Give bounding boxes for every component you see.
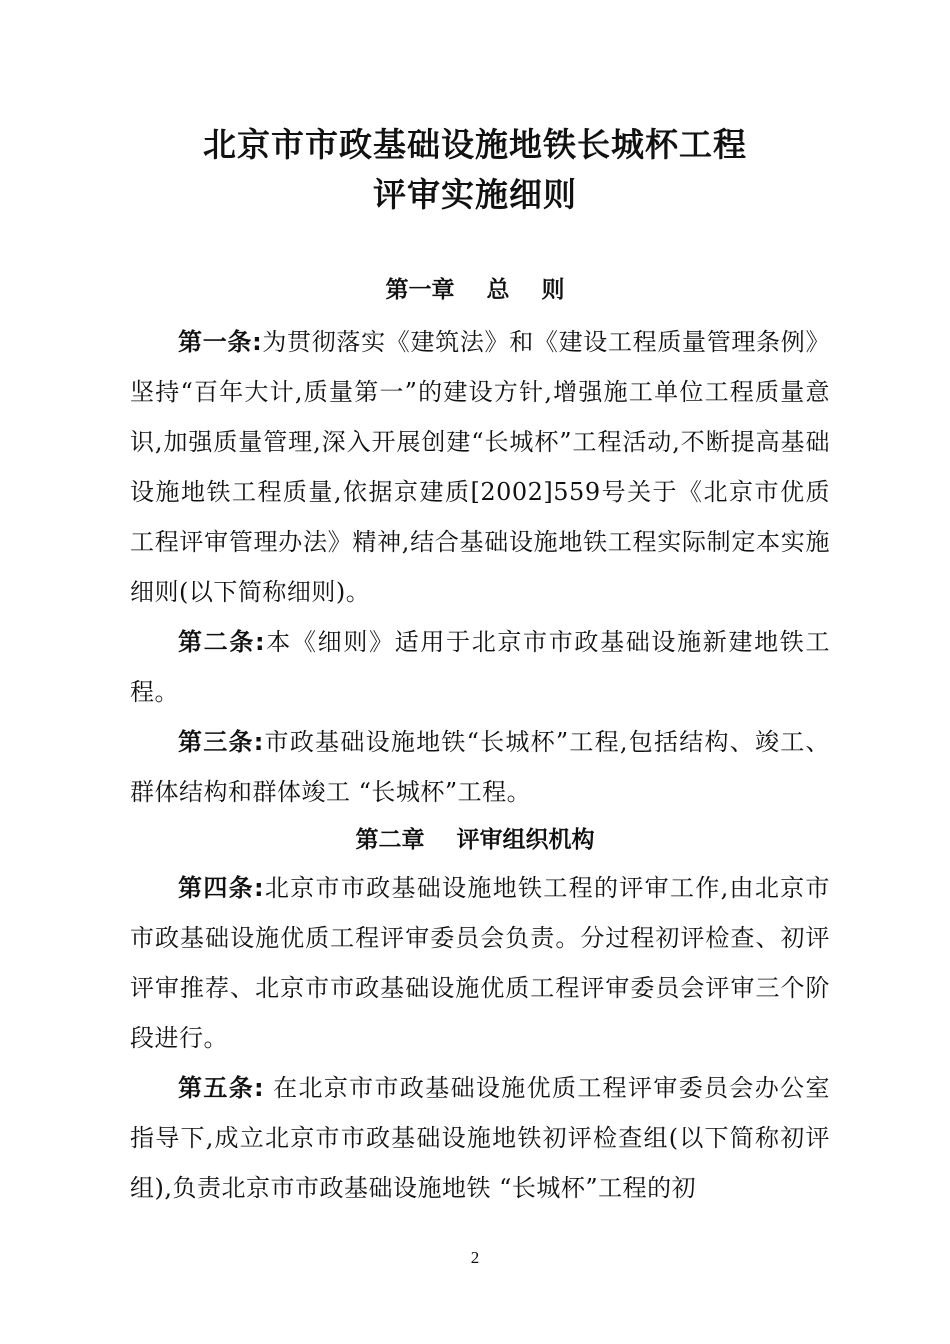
article-4	[130, 863, 830, 1063]
article-5-label: 第五条:	[178, 1074, 265, 1102]
article-1-label: 第一条:	[178, 328, 263, 356]
article-2-text: 本《细则》适用于北京市市政基础设施新建地铁工程。	[130, 628, 830, 706]
document-title-line-2: 评审实施细则	[373, 175, 577, 214]
article-5	[130, 1063, 830, 1213]
article-4-text: 北京市市政基础设施地铁工程的评审工作,由北京市市政基础设施优质工程评审委员会负责。分过程初评检查、初评评审推荐、北京市市政基础设施优质工程评审委员会评审三个阶段进行。	[130, 874, 830, 1052]
article-2	[130, 617, 830, 717]
article-3-label: 第三条:	[178, 728, 264, 756]
article-4-label: 第四条:	[178, 874, 265, 902]
article-3	[130, 717, 830, 817]
article-3-text: 市政基础设施地铁“长城杯”工程,包括结构、竣工、群体结构和群体竣工 “长城杯”工程。	[130, 728, 830, 806]
article-2-label: 第二条:	[178, 628, 266, 656]
article-1	[130, 317, 830, 617]
article-5-text: 在北京市市政基础设施优质工程评审委员会办公室指导下,成立北京市市政基础设施地铁初评检查组(以下简称初评组),负责北京市市政基础设施地铁 “长城杯”工程的初	[130, 1074, 830, 1202]
chapter-2-heading: 第二章 评审组织机构	[355, 827, 595, 853]
page-number: 2	[470, 1248, 480, 1267]
document-title-line-1: 北京市市政基础设施地铁长城杯工程	[203, 125, 747, 164]
chapter-1-heading: 第一章 总 则	[385, 277, 565, 303]
article-1-text: 为贯彻落实《建筑法》和《建设工程质量管理条例》坚持“百年大计,质量第一”的建设方针,增强施工单位工程质量意识,加强质量管理,深入开展创建“长城杯”工程活动,不断提高基础设施地铁工程质量,依据京建质[2002]559号关于《北京市优质工程评审管理办法》精神,结合基础设施地铁工程实际制定本实施细则(以下简称细则)。	[130, 328, 830, 606]
